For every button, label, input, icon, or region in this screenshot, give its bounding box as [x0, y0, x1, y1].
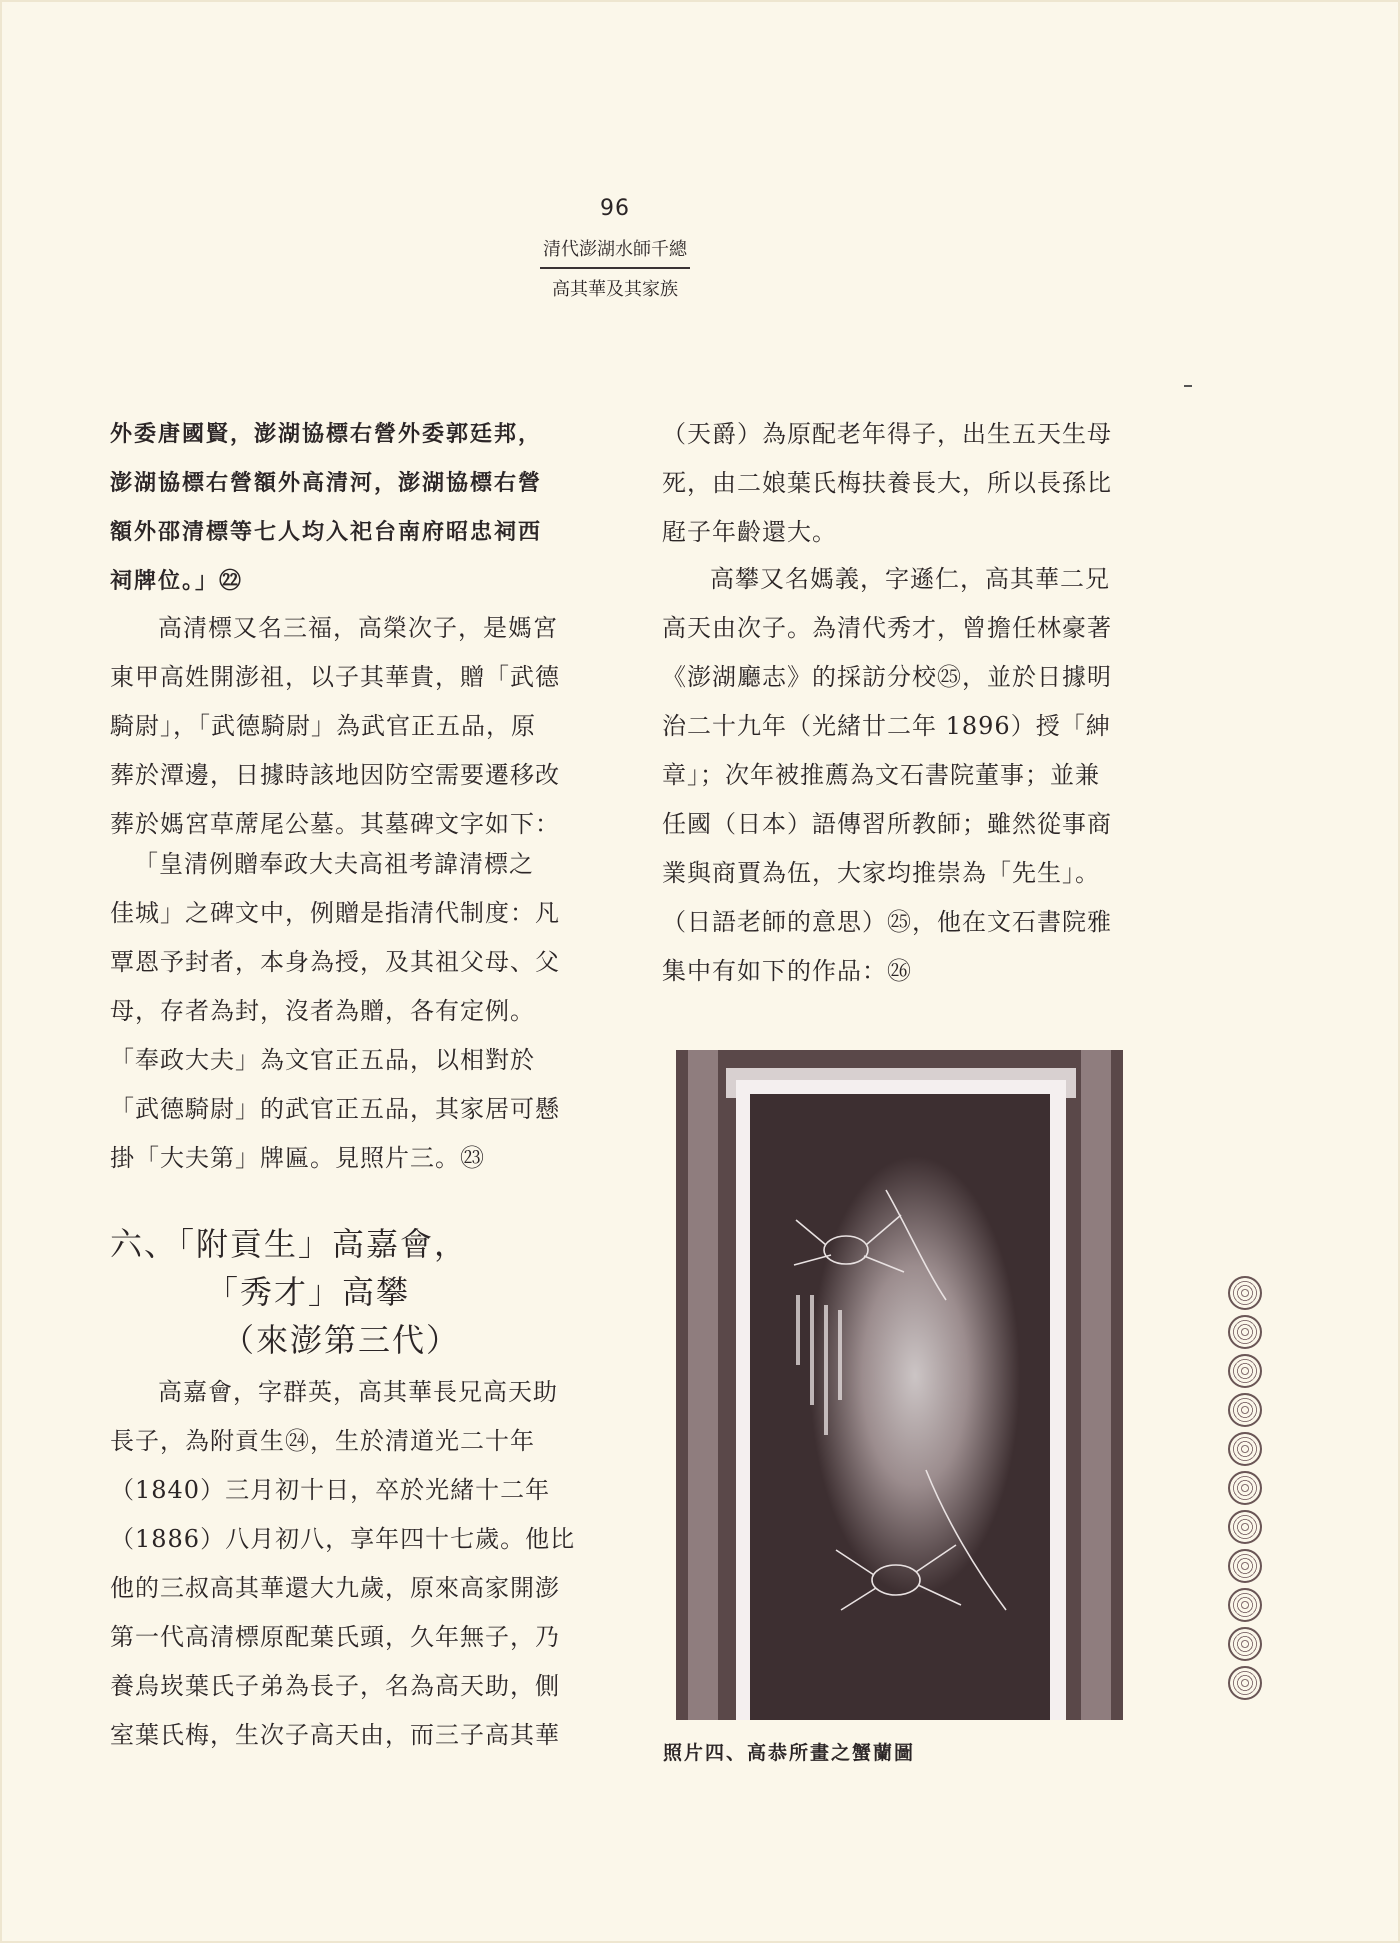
margin-mark	[1184, 385, 1192, 387]
seal-ornament-icon	[1228, 1393, 1262, 1427]
quote-line: 額外邵清標等七人均入祀台南府昭忠祠西	[110, 519, 543, 545]
quote-line: 外委唐國賢，澎湖協標右營外委郭廷邦，	[110, 421, 543, 447]
text-line: 集中有如下的作品：㉖	[662, 957, 912, 985]
left-paragraph-2	[110, 840, 580, 1183]
text-line: 治二十九年（光緒廿二年 1896）授「紳	[662, 712, 1111, 740]
running-title: 清代澎湖水師千總	[543, 239, 687, 260]
text-line: 葬於潭邊，日據時該地因防空需要遷移改	[110, 761, 560, 789]
text-line: 掛「大夫第」牌匾。見照片三。㉓	[110, 1144, 485, 1172]
seal-ornament-icon	[1228, 1354, 1262, 1388]
heading-line-3: （來澎第三代）	[222, 1321, 461, 1359]
photo-caption: 照片四、高恭所畫之蟹蘭圖	[663, 1742, 916, 1764]
text-line: 葬於媽宮草蓆尾公墓。其墓碑文字如下：	[110, 810, 560, 838]
text-line: 「皇清例贈奉政大夫高祖考諱清標之	[134, 850, 534, 878]
seal-ornament-icon	[1228, 1549, 1262, 1583]
text-line: 東甲高姓開澎祖，以子其華貴，贈「武德	[110, 663, 560, 691]
text-line: 章」；次年被推薦為文石書院董事；並兼	[662, 761, 1100, 789]
text-line: 高嘉會，字群英，高其華長兄高天助	[158, 1378, 558, 1406]
heading-line-1: 六、「附貢生」高嘉會，	[110, 1225, 469, 1263]
right-paragraph-2	[662, 555, 1132, 996]
text-line: 長子，為附貢生㉔，生於清道光二十年	[110, 1427, 535, 1455]
text-line: 「武德騎尉」的武官正五品，其家居可懸	[110, 1095, 560, 1123]
seal-ornament-icon	[1228, 1432, 1262, 1466]
left-paragraph-3	[110, 1368, 580, 1760]
text-line: 業與商賈為伍，大家均推崇為「先生」。	[662, 859, 1100, 887]
seal-ornament-icon	[1228, 1588, 1262, 1622]
quote-line: 澎湖協標右營額外高清河，澎湖協標右營	[110, 470, 543, 496]
header-rule	[540, 267, 690, 269]
text-line: 任國（日本）語傳習所教師；雖然從事商	[662, 810, 1112, 838]
seal-ornament-icon	[1228, 1315, 1262, 1349]
seal-ornament-icon	[1228, 1627, 1262, 1661]
quote-line: 祠牌位。」㉒	[110, 568, 244, 594]
text-line: （日語老師的意思）㉕，他在文石書院雅	[662, 908, 1112, 936]
right-paragraph-1	[662, 410, 1132, 557]
text-line: 養烏崁葉氏子弟為長子，名為高天助，側	[110, 1672, 560, 1700]
page-number: 96	[600, 196, 630, 221]
heading-line-2: 「秀才」高攀	[206, 1273, 411, 1311]
text-line: 死，由二娘葉氏梅扶養長大，所以長孫比	[662, 469, 1112, 497]
crab-orchid-painting-photo	[676, 1050, 1123, 1720]
text-line: 母，存者為封，沒者為贈，各有定例。	[110, 997, 535, 1025]
running-subtitle: 高其華及其家族	[552, 279, 678, 300]
seal-ornament-icon	[1228, 1510, 1262, 1544]
page-header	[535, 196, 695, 301]
text-line: 「奉政大夫」為文官正五品，以相對於	[110, 1046, 535, 1074]
text-line: 高天由次子。為清代秀才，曾擔任林豪著	[662, 614, 1112, 642]
text-line: 覃恩予封者，本身為授，及其祖父母、父	[110, 948, 560, 976]
seal-ornament-icon	[1228, 1276, 1262, 1310]
text-line: 《澎湖廳志》的採訪分校㉕，並於日據明	[662, 663, 1112, 691]
seal-ornament-icon	[1228, 1666, 1262, 1700]
text-line: 第一代高清標原配葉氏頭，久年無子，乃	[110, 1623, 560, 1651]
seal-ornament-icon	[1228, 1471, 1262, 1505]
text-line: 室葉氏梅，生次子高天由，而三子高其華	[110, 1721, 560, 1749]
text-line: 佳城」之碑文中，例贈是指清代制度：凡	[110, 899, 560, 927]
text-line: （天爵）為原配老年得子，出生五天生母	[662, 420, 1112, 448]
text-line: 騎尉」，「武德騎尉」為武官正五品，原	[110, 712, 536, 740]
photo-image	[676, 1050, 1123, 1720]
text-line: 高攀又名媽義，字遜仁，高其華二兄	[710, 565, 1110, 593]
text-line: （1886）八月初八，享年四十七歲。他比	[110, 1525, 576, 1553]
left-paragraph-1	[110, 604, 580, 849]
ornament-strip	[1228, 1276, 1270, 1705]
text-line: 屘子年齡還大。	[662, 518, 837, 546]
text-line: 他的三叔高其華還大九歲，原來高家開澎	[110, 1574, 560, 1602]
section-heading	[110, 1220, 580, 1364]
text-line: 高清標又名三福，高榮次子，是媽宮	[158, 614, 558, 642]
left-column-quote	[110, 410, 580, 606]
text-line: （1840）三月初十日，卒於光緒十二年	[110, 1476, 551, 1504]
